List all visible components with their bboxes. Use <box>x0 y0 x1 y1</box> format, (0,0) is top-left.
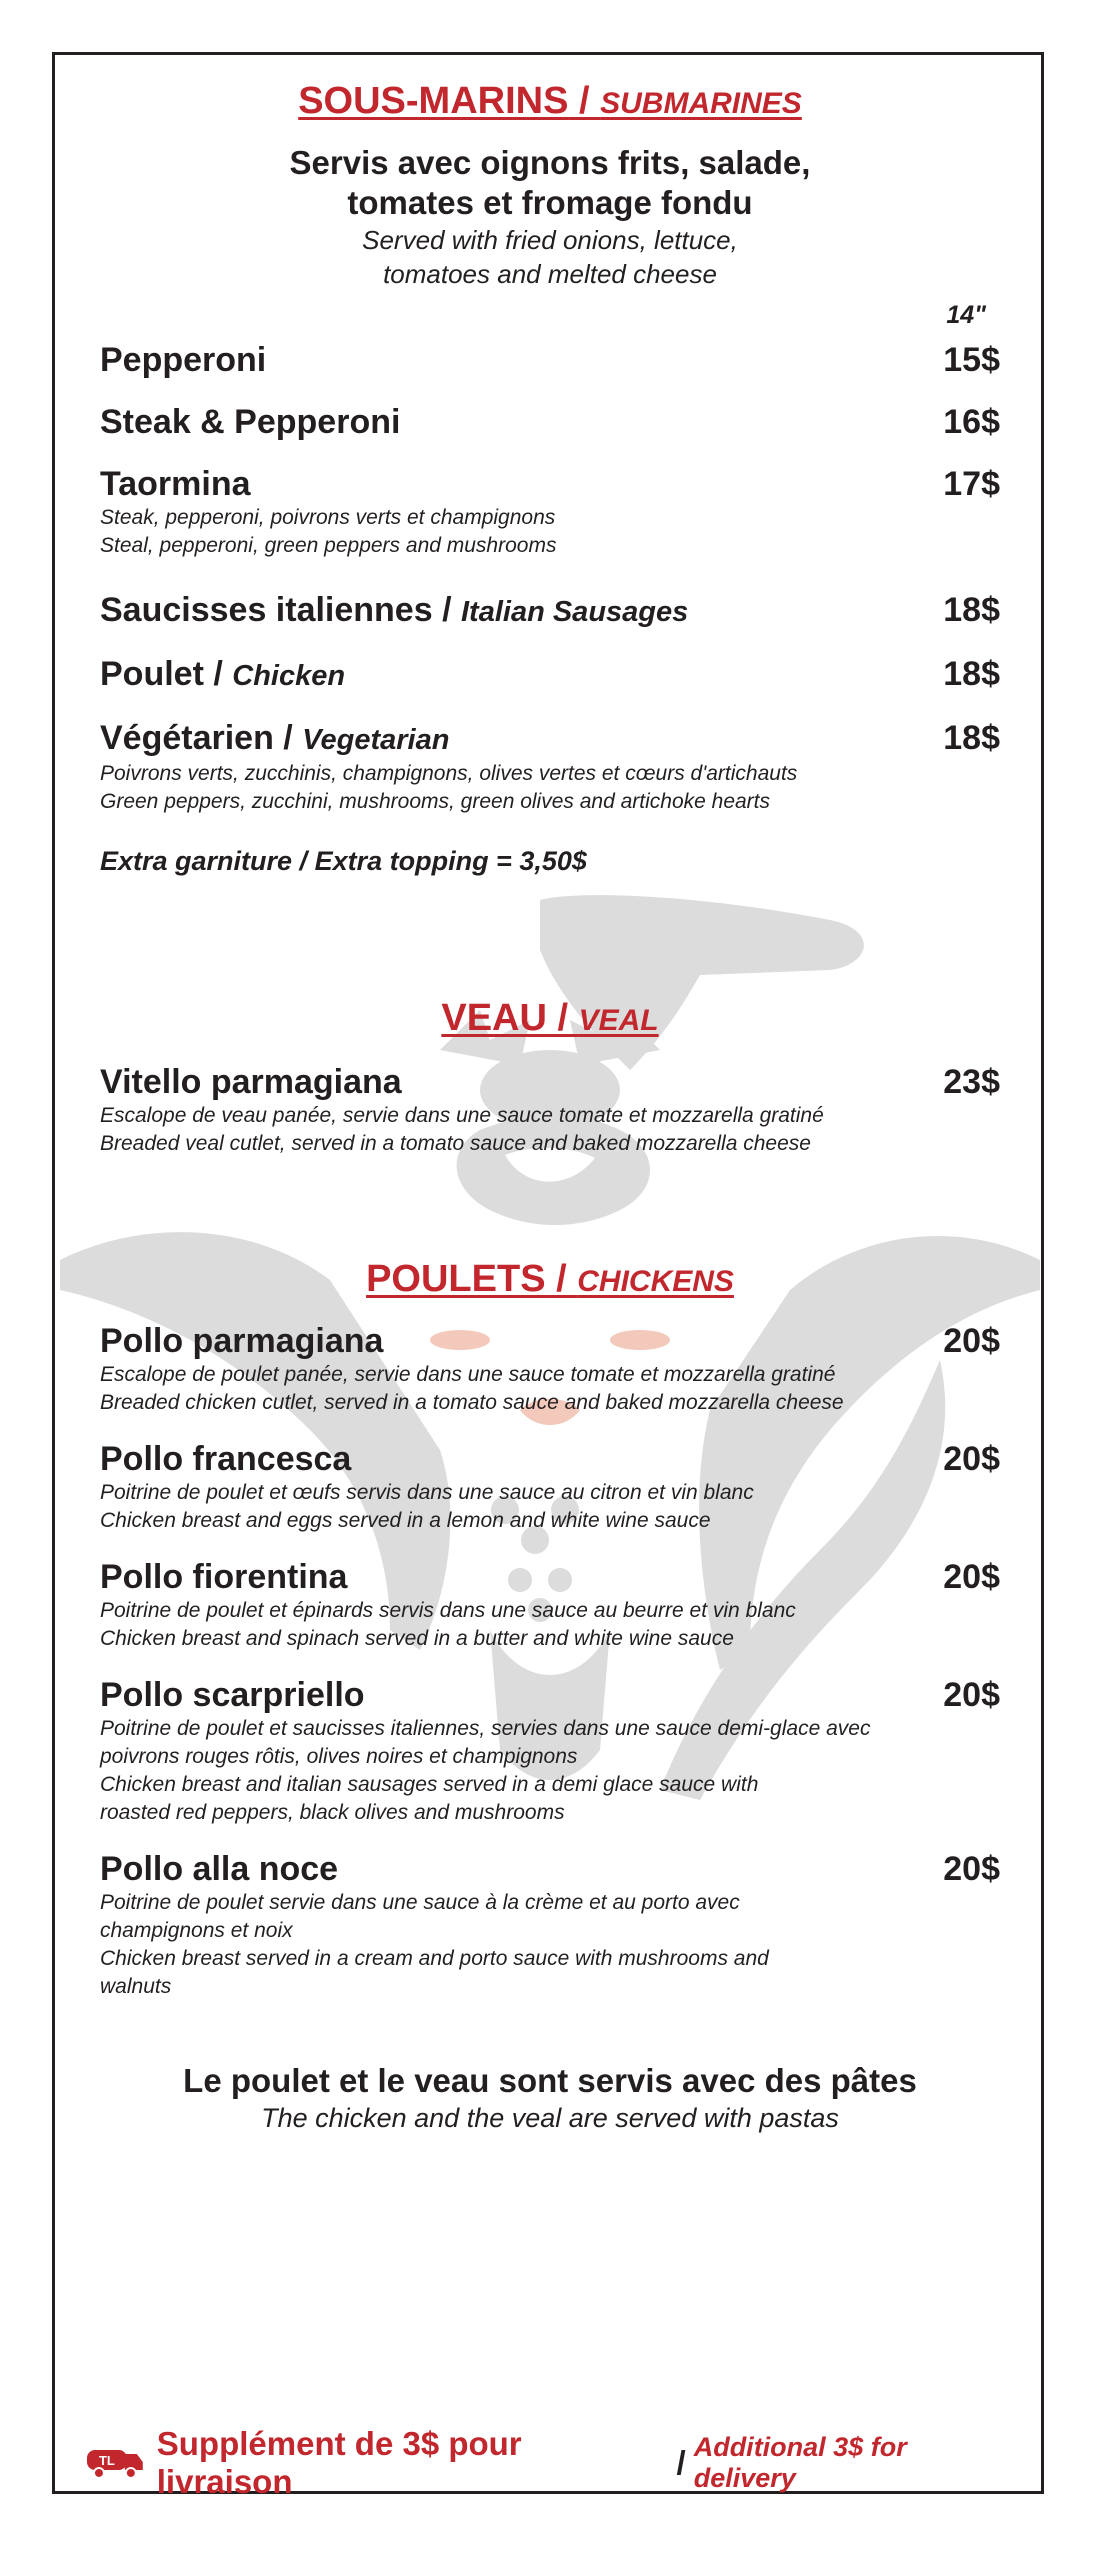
item-price: 18$ <box>943 591 1000 629</box>
item-name: Taormina <box>100 465 251 503</box>
menu-item <box>100 1062 1000 1158</box>
item-name: Saucisses italiennes / Italian Sausages <box>100 591 689 629</box>
item-desc-en: Chicken breast served in a cream and porto sauce with mushrooms and walnuts <box>100 1947 769 1998</box>
menu-item <box>100 340 1000 380</box>
item-desc-en: Steal, pepperoni, green peppers and mushrooms <box>100 534 557 557</box>
item-desc-en: Chicken breast and spinach served in a butter and white wine sauce <box>100 1627 734 1650</box>
delivery-fr: Supplément de 3$ pour livraison <box>156 2425 522 2500</box>
menu-content <box>100 70 1000 2135</box>
item-price: 20$ <box>943 1676 1000 1714</box>
item-desc-en: Chicken breast and eggs served in a lemon and white wine sauce <box>100 1509 711 1532</box>
item-price: 18$ <box>943 655 1000 693</box>
truck-icon-text: TL <box>99 2452 115 2468</box>
truck-icon <box>85 2446 145 2480</box>
menu-item <box>100 1849 1000 2001</box>
item-name: Pollo alla noce <box>100 1850 339 1888</box>
item-price: 20$ <box>943 1558 1000 1596</box>
delivery-note <box>85 2425 1015 2501</box>
item-desc-en: Breaded veal cutlet, served in a tomato sauce and baked mozzarella cheese <box>100 1132 811 1155</box>
submarines-served-fr: Servis avec oignons frits, salade, tomates et fromage fondu <box>289 144 811 221</box>
item-price: 23$ <box>943 1063 1000 1101</box>
item-desc-en: Breaded chicken cutlet, served in a tomato sauce and baked mozzarella cheese <box>100 1391 844 1414</box>
item-name: Poulet / Chicken <box>100 655 346 693</box>
item-desc-fr: Poitrine de poulet et saucisses italiennes, servies dans une sauce demi-glace avec poivrons rouges rôtis, olives noires et champignons <box>100 1717 871 1768</box>
item-name: Pollo scarpriello <box>100 1676 365 1714</box>
menu-item <box>100 1557 1000 1653</box>
menu-item <box>100 1321 1000 1417</box>
submarines-title: SOUS-MARINS / SUBMARINES <box>298 80 802 122</box>
item-price: 20$ <box>943 1850 1000 1888</box>
extra-topping: Extra garniture / Extra topping = 3,50$ <box>100 846 587 876</box>
delivery-en: Additional 3$ for delivery <box>693 2432 907 2493</box>
chickens-title: POULETS / CHICKENS <box>366 1258 734 1300</box>
veal-title: VEAU / VEAL <box>441 997 659 1039</box>
pasta-note-fr: Le poulet et le veau sont servis avec des pâtes <box>183 2062 917 2099</box>
pasta-note-en: The chicken and the veal are served with pastas <box>261 2103 839 2133</box>
item-price: 18$ <box>943 719 1000 757</box>
size-label: 14" <box>946 301 986 329</box>
item-desc-en: Green peppers, zucchini, mushrooms, green olives and artichoke hearts <box>100 790 771 813</box>
item-name: Pollo francesca <box>100 1440 352 1478</box>
menu-item <box>100 464 1000 560</box>
item-price: 17$ <box>943 465 1000 503</box>
menu-item <box>100 1439 1000 1535</box>
menu-item <box>100 1675 1000 1827</box>
item-desc-fr: Steak, pepperoni, poivrons verts et champignons <box>100 506 556 529</box>
item-price: 20$ <box>943 1322 1000 1360</box>
menu-item <box>100 402 1000 442</box>
item-price: 20$ <box>943 1440 1000 1478</box>
item-desc-fr: Escalope de poulet panée, servie dans une sauce tomate et mozzarella gratiné <box>100 1363 836 1386</box>
item-desc-en: Chicken breast and italian sausages served in a demi glace sauce with roasted red peppers, black olives and mushrooms <box>100 1773 759 1824</box>
item-desc-fr: Poitrine de poulet et œufs servis dans une sauce au citron et vin blanc <box>100 1481 754 1504</box>
menu-item <box>100 718 1000 816</box>
item-desc-fr: Poitrine de poulet et épinards servis dans une sauce au beurre et vin blanc <box>100 1599 796 1622</box>
submarines-served-en: Served with fried onions, lettuce, tomatoes and melted cheese <box>362 225 738 289</box>
delivery-separator: / <box>676 2444 686 2481</box>
menu-item <box>100 654 1000 696</box>
item-desc-fr: Escalope de veau panée, servie dans une sauce tomate et mozzarella gratiné <box>100 1104 824 1127</box>
item-name: Pollo parmagiana <box>100 1322 384 1360</box>
item-desc-fr: Poitrine de poulet servie dans une sauce à la crème et au porto avec champignons et noix <box>100 1891 740 1942</box>
item-name: Pollo fiorentina <box>100 1558 348 1596</box>
item-name: Pepperoni <box>100 341 267 379</box>
item-price: 16$ <box>943 403 1000 441</box>
item-desc-fr: Poivrons verts, zucchinis, champignons, olives vertes et cœurs d'artichauts <box>100 762 798 785</box>
item-price: 15$ <box>943 341 1000 379</box>
item-name: Végétarien / Vegetarian <box>100 719 450 757</box>
item-name: Vitello parmagiana <box>100 1063 402 1101</box>
menu-item <box>100 590 1000 632</box>
item-name: Steak & Pepperoni <box>100 403 401 441</box>
